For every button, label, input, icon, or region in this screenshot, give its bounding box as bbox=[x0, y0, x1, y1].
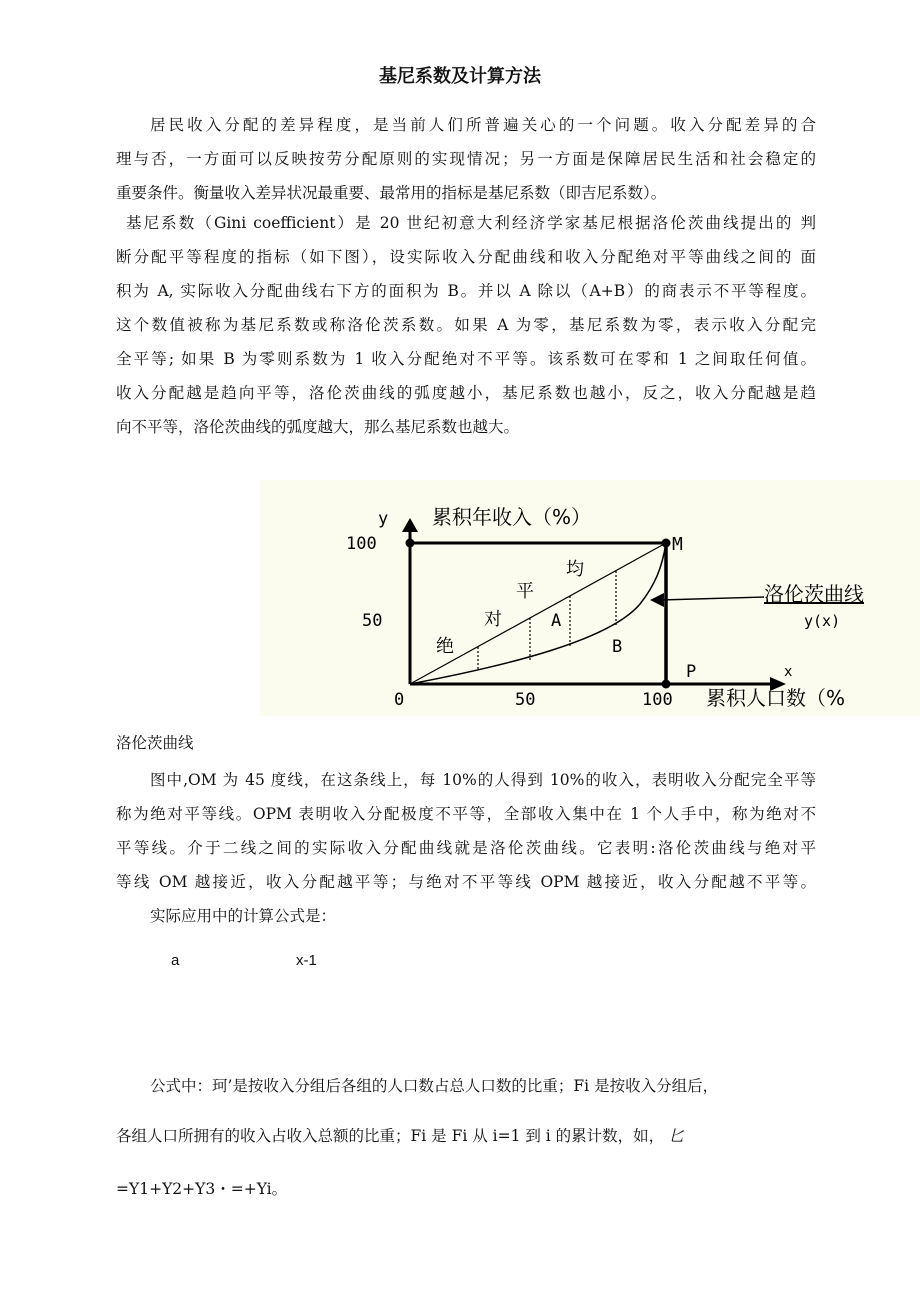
y-axis-title: 累积年收入（%） bbox=[432, 505, 592, 529]
text-line: 等线 OM 越接近，收入分配越平等；与绝对不平等线 OPM 越接近，收入分配越不平等。 bbox=[116, 873, 816, 891]
point-p bbox=[662, 680, 671, 689]
point-p-label: P bbox=[686, 662, 697, 682]
text-line: 理与否，一方面可以反映按劳分配原则的实现情况；另一方面是保障居民生活和社会稳定的 bbox=[116, 150, 816, 168]
paragraph-formula-notes bbox=[116, 1069, 816, 1103]
text-line: 断分配平等程度的指标（如下图），设实际收入分配曲线和收入分配绝对平等曲线之间的 面 bbox=[116, 248, 816, 266]
lorenz-diagram bbox=[260, 480, 920, 716]
formula-symbol-a: a bbox=[171, 952, 180, 969]
text-line: 这个数值被称为基尼系数或称洛伦茨系数。如果 A 为零，基尼系数为零，表示收入分配完 bbox=[116, 316, 816, 334]
diagonal-label-char: 平 bbox=[516, 581, 534, 602]
garbled-glyph: 匕 bbox=[668, 1127, 684, 1145]
diagonal-label-char: 均 bbox=[566, 559, 584, 580]
text-line: 实际应用中的计算公式是： bbox=[150, 907, 337, 925]
lorenz-curve-figure bbox=[260, 480, 920, 716]
text-line: 全平等; 如果 B 为零则系数为 1 收入分配绝对不平等。该系数可在零和 1 之间取任何值。 bbox=[116, 350, 816, 368]
lorenz-curve-function: y(x) bbox=[804, 612, 841, 630]
region-a-label: A bbox=[551, 611, 562, 631]
formula-symbol-x-1: x-1 bbox=[296, 952, 317, 969]
diagonal-label-char: 绝 bbox=[436, 636, 454, 657]
text-line: 基尼系数（Gini coefficient）是 20 世纪初意大利经济学家基尼根据洛伦茨曲线提出的 判 bbox=[126, 214, 816, 232]
text-line: 居民收入分配的差异程度，是当前人们所普遍关心的一个问题。收入分配差异的合 bbox=[150, 116, 816, 134]
y-axis-letter: y bbox=[378, 509, 389, 529]
x-tick-0: 0 bbox=[394, 690, 405, 710]
diagonal-label-char: 对 bbox=[484, 609, 502, 630]
text-line: =Y1+Y2+Y3・=+Yi。 bbox=[116, 1180, 288, 1198]
lorenz-curve-label: 洛伦茨曲线 bbox=[764, 582, 864, 606]
text-line: 称为绝对平等线。OPM 表明收入分配极度不平等，全部收入集中在 1 个人手中，称为绝对不 bbox=[116, 805, 816, 823]
text-line bbox=[116, 1119, 816, 1153]
x-axis-title: 累积人口数（% bbox=[706, 686, 846, 710]
y-tick-50: 50 bbox=[362, 611, 383, 631]
paragraph-formula-intro bbox=[116, 899, 816, 933]
paragraph-gini-definition bbox=[116, 206, 816, 444]
text-line: 积为 A, 实际收入分配曲线右下方的面积为 B。并以 A 除以（A+B）的商表示不平等程度。 bbox=[116, 282, 816, 300]
text-line: 收入分配越是趋向平等，洛伦茨曲线的弧度越小，基尼系数也越小，反之，收入分配越是趋 bbox=[116, 384, 816, 402]
figure-caption: 洛伦茨曲线 bbox=[116, 734, 194, 752]
page-title: 基尼系数及计算方法 bbox=[379, 66, 541, 87]
text-line: 向不平等，洛伦茨曲线的弧度越大，那么基尼系数也越大。 bbox=[116, 418, 520, 436]
text-line: 图中,OM 为 45 度线，在这条线上，每 10%的人得到 10%的收入，表明收入分配完全平等 bbox=[150, 771, 816, 789]
paragraph-figure-explanation bbox=[116, 763, 816, 899]
y-tick-100: 100 bbox=[346, 534, 377, 554]
x-axis-letter: x bbox=[784, 664, 793, 680]
point-y100 bbox=[406, 539, 415, 548]
paragraph-intro bbox=[116, 108, 816, 210]
text-line: 公式中：珂’是按收入分组后各组的人口数占总人口数的比重；Fi 是按收入分组后， bbox=[150, 1077, 719, 1095]
text-line: 平等线。介于二线之间的实际收入分配曲线就是洛伦茨曲线。它表明:洛伦茨曲线与绝对平 bbox=[116, 839, 816, 857]
text-span: 各组人口所拥有的收入占收入总额的比重；Fi 是 Fi 从 i=1 到 i 的累计数，如， bbox=[116, 1127, 665, 1145]
paragraph-formula-example bbox=[116, 1172, 816, 1206]
text-line: 重要条件。衡量收入差异状况最重要、最常用的指标是基尼系数（即吉尼系数）。 bbox=[116, 184, 667, 202]
point-m bbox=[662, 539, 671, 548]
point-m-label: M bbox=[672, 534, 683, 555]
region-b-label: B bbox=[612, 637, 623, 657]
x-tick-100: 100 bbox=[642, 690, 673, 710]
paragraph-formula-notes-cont bbox=[116, 1119, 816, 1153]
x-tick-50: 50 bbox=[515, 690, 536, 710]
